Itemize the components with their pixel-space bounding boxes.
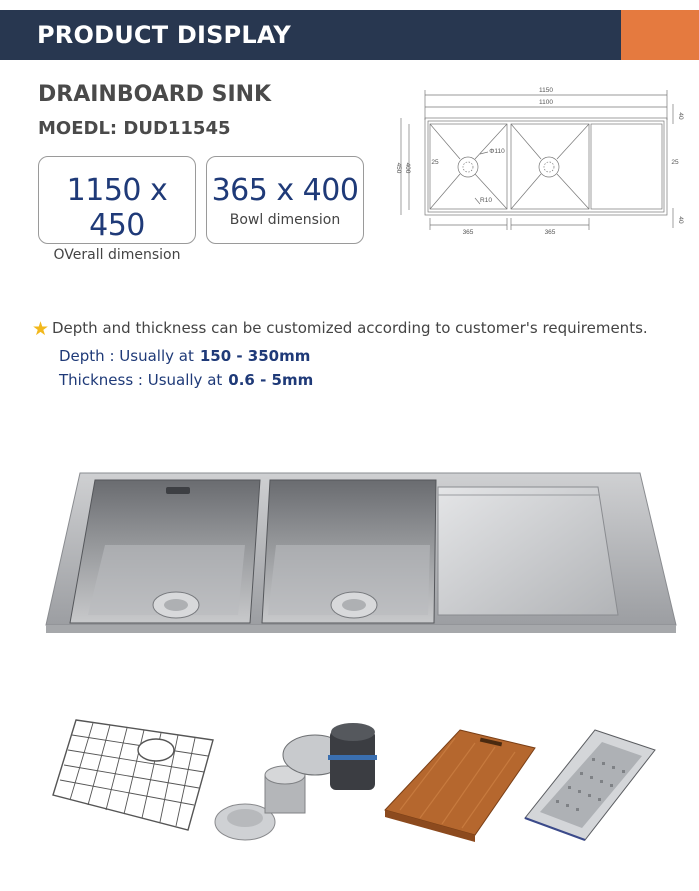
dim-overall-height: 450 [395, 162, 402, 174]
drain-strainer-image [210, 710, 385, 850]
star-icon: ★ [32, 318, 50, 340]
overall-dimension-value: 1150 x 450 [66, 173, 168, 243]
technical-drawing [385, 80, 685, 240]
dim-bowl2-width: 365 [544, 229, 556, 236]
product-model: MOEDL: DUD11545 [38, 118, 231, 139]
bowl-dimension-label: Bowl dimension [229, 212, 341, 228]
depth-spec [59, 347, 310, 365]
overall-dimension-box [38, 156, 196, 263]
dim-overall-width: 1150 [539, 87, 553, 94]
overall-dimension-label: OVerall dimension [53, 247, 181, 263]
dim-margin-left: 25 [431, 159, 439, 166]
header-bar [0, 10, 699, 60]
bottom-grid-image [48, 710, 218, 850]
dim-inner-height: 400 [404, 162, 411, 174]
thickness-label: Thickness : Usually at [59, 371, 223, 389]
bowl-dimension-value: 365 x 400 [211, 173, 359, 208]
dim-bowl1-width: 365 [462, 229, 474, 236]
dim-drain-diameter: Φ110 [489, 148, 505, 155]
dim-inner-width: 1100 [539, 99, 553, 106]
bowl-dimension-box [206, 156, 364, 244]
sink-product-image [40, 465, 680, 645]
depth-value: 150 - 350mm [199, 347, 311, 365]
dim-margin-right: 25 [671, 159, 679, 166]
customization-note [32, 318, 648, 340]
cutting-board-image [380, 710, 540, 850]
header-title: PRODUCT DISPLAY [37, 21, 291, 49]
header-accent-block [621, 10, 699, 60]
dim-margin-bottom: 40 [677, 216, 684, 224]
thickness-spec [59, 371, 313, 389]
product-name: DRAINBOARD SINK [38, 82, 272, 107]
colander-image [520, 710, 660, 850]
dim-corner-radius: R10 [480, 197, 492, 204]
depth-label: Depth : Usually at [59, 347, 194, 365]
dim-margin-top: 40 [677, 112, 684, 120]
customization-note-text: Depth and thickness can be customized according to customer's requirements. [52, 319, 648, 337]
thickness-value: 0.6 - 5mm [228, 371, 314, 389]
